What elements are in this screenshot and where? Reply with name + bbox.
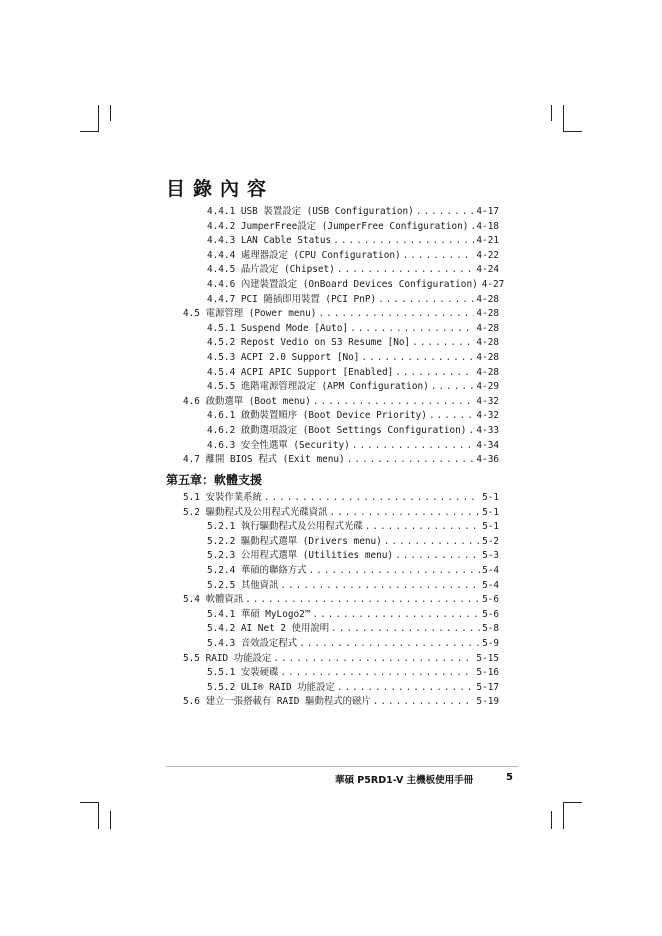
toc-entry-title: 4.4.1 USB 裝置設定 (USB Configuration) xyxy=(207,206,414,217)
toc-entry xyxy=(207,439,499,453)
toc-entry-page: 5-15 xyxy=(476,652,499,664)
toc-entry-title: 4.4.6 內建裝置設定 (OnBoard Devices Configuration) xyxy=(207,279,478,290)
crop-mark xyxy=(110,105,111,121)
toc-entry-title: 5.5.2 ULI® RAID 功能設定 xyxy=(207,681,335,693)
toc-entry-page: 5-6 xyxy=(482,608,499,620)
toc-entry-title: 5.2.2 驅動程式選單 (Drivers menu) xyxy=(207,535,382,547)
toc-leader-dots xyxy=(245,593,480,607)
toc-entry xyxy=(207,293,499,307)
footer-title: 華碩 P5RD1-V 主機板使用手冊 xyxy=(335,775,474,786)
toc-entry-title: 5.5 RAID 功能設定 xyxy=(183,652,272,664)
toc-leader-dots xyxy=(378,293,474,307)
toc-entry-page: 5-9 xyxy=(482,638,499,649)
toc-entry-page: 4-28 xyxy=(476,352,499,363)
toc-entry xyxy=(207,220,499,234)
toc-entry-page: 5-2 xyxy=(482,535,499,547)
toc-leader-dots xyxy=(403,249,475,263)
toc-entry xyxy=(207,278,505,292)
toc-entry-title: 5.6 建立一張搭載有 RAID 驅動程式的磁片 xyxy=(183,696,371,708)
crop-mark xyxy=(563,105,564,132)
toc-entry xyxy=(207,409,499,423)
footer-divider xyxy=(166,766,518,767)
toc-entry xyxy=(183,506,499,520)
toc-leader-dots xyxy=(395,549,480,563)
toc-entry-title: 5.5.1 安裝硬碟 xyxy=(207,667,279,679)
toc-entry-title: 4.5.2 Repost Vedio on S3 Resume [No] xyxy=(207,337,411,349)
toc-leader-dots xyxy=(365,520,480,534)
toc-entry-title: 4.7 離開 BIOS 程式 (Exit menu) xyxy=(183,454,345,466)
toc-entry xyxy=(207,535,499,549)
toc-entry xyxy=(207,263,499,277)
toc-leader-dots xyxy=(352,439,475,453)
crop-mark xyxy=(563,802,564,829)
toc-entry xyxy=(183,395,499,409)
toc-entry-title: 4.4.7 PCI 隨插即用裝置 (PCI PnP) xyxy=(207,293,377,305)
toc-entry-title: 4.5.4 ACPI APIC Support [Enabled] xyxy=(207,366,394,378)
crop-mark xyxy=(80,802,99,803)
toc-entry-page: 5-4 xyxy=(482,579,499,591)
toc-entry-title: 5.2.1 執行驅動程式及公用程式光碟 xyxy=(207,521,363,533)
toc-entry xyxy=(183,593,499,607)
toc-entry-page: 5-8 xyxy=(482,623,499,635)
toc-entry-page: 5-17 xyxy=(476,681,499,693)
toc-entry xyxy=(207,249,499,263)
toc-leader-dots xyxy=(309,564,481,578)
toc-entry-title: 4.4.5 晶片設定 (Chipset) xyxy=(207,264,335,276)
toc-entry-page: 5-16 xyxy=(476,667,499,679)
toc-entry xyxy=(183,491,499,505)
toc-entry xyxy=(207,622,499,636)
toc-entry-page: 4-32 xyxy=(476,410,499,422)
page-number: 5 xyxy=(506,772,513,783)
toc-entry-title: 5.4.3 音效設定程式 xyxy=(207,638,298,649)
toc-entry-page: 4-18 xyxy=(476,220,499,232)
toc-leader-dots xyxy=(416,205,475,219)
chapter-heading: 第五章：軟體支援 xyxy=(166,473,263,487)
toc-entry xyxy=(207,424,499,438)
toc-entry-page: 4-28 xyxy=(476,366,499,378)
toc-entry-page: 4-28 xyxy=(476,293,499,305)
crop-mark xyxy=(110,811,111,829)
toc-entry-title: 5.4.2 AI Net 2 使用說明 xyxy=(207,623,330,635)
toc-entry-page: 4-32 xyxy=(476,395,499,407)
toc-entry xyxy=(207,564,499,578)
toc-entry-title: 4.5.1 Suspend Mode [Auto] xyxy=(207,322,349,334)
toc-leader-dots xyxy=(373,695,475,709)
toc-entry xyxy=(207,549,499,563)
toc-entry-page: 4-21 xyxy=(476,235,499,247)
toc-entry-page: 5-4 xyxy=(482,565,499,576)
toc-entry xyxy=(183,307,499,321)
toc-leader-dots xyxy=(280,666,474,680)
toc-leader-dots xyxy=(331,622,480,636)
toc-leader-dots xyxy=(299,637,480,651)
crop-mark xyxy=(551,105,552,121)
toc-leader-dots xyxy=(318,307,474,321)
toc-entry-page: 4-34 xyxy=(476,439,499,451)
toc-leader-dots xyxy=(350,322,474,336)
toc-entry-title: 5.2.5 其他資訊 xyxy=(207,579,279,591)
toc-entry xyxy=(207,351,499,365)
toc-entry-page: 5-1 xyxy=(482,506,499,518)
toc-leader-dots xyxy=(412,336,474,350)
toc-entry-page: 5-1 xyxy=(482,521,499,533)
toc-entry xyxy=(207,666,499,680)
toc-entry-page: 5-1 xyxy=(482,492,499,503)
toc-entry-page: 4-17 xyxy=(476,206,499,217)
toc-entry-page: 4-22 xyxy=(476,249,499,261)
toc-entry-title: 4.4.4 處理器設定 (CPU Configuration) xyxy=(207,249,401,261)
toc-leader-dots xyxy=(313,395,475,409)
toc-entry-title: 4.4.2 JumperFree設定 (JumperFree Configuration) xyxy=(207,220,469,232)
toc-entry-title: 5.2.4 華碩的聯絡方式 xyxy=(207,565,307,576)
toc-entry-title: 4.6.2 啟動選項設定 (Boot Settings Configuration) xyxy=(207,425,467,436)
toc-entry-title: 4.4.3 LAN Cable Status xyxy=(207,235,332,247)
crop-mark xyxy=(98,105,99,132)
crop-mark xyxy=(551,811,552,829)
toc-entry xyxy=(207,608,499,622)
crop-mark xyxy=(80,131,99,132)
toc-entry xyxy=(207,579,499,593)
toc-entry-title: 4.5.5 進階電源管理設定 (APM Configuration) xyxy=(207,381,429,393)
toc-entry-page: 4-28 xyxy=(476,337,499,349)
toc-entry xyxy=(207,205,499,219)
toc-leader-dots xyxy=(347,453,475,467)
toc-entry-title: 5.4 軟體資訊 xyxy=(183,594,244,606)
toc-entry xyxy=(183,652,499,666)
toc-entry-title: 5.2.3 公用程式選單 (Utilities menu) xyxy=(207,550,394,562)
toc-leader-dots xyxy=(273,652,474,666)
crop-mark xyxy=(563,131,582,132)
crop-mark xyxy=(98,802,99,829)
toc-entry xyxy=(207,637,499,651)
toc-entry xyxy=(207,520,499,534)
toc-leader-dots xyxy=(337,263,475,277)
toc-entry-page: 4-28 xyxy=(476,322,499,334)
toc-entry-title: 4.5.3 ACPI 2.0 Support [No] xyxy=(207,352,360,363)
toc-entry xyxy=(207,681,499,695)
toc-entry xyxy=(183,695,499,709)
toc-leader-dots xyxy=(431,380,475,394)
toc-entry-title: 5.1 安裝作業系統 xyxy=(183,492,262,503)
toc-entry-page: 4-24 xyxy=(476,264,499,276)
toc-leader-dots xyxy=(337,681,475,695)
toc-leader-dots xyxy=(384,535,480,549)
toc-entry-title: 4.6.3 安全性選單 (Security) xyxy=(207,439,350,451)
toc-entry xyxy=(207,322,499,336)
toc-leader-dots xyxy=(280,579,480,593)
toc-entry-page: 5-19 xyxy=(476,696,499,708)
toc-leader-dots xyxy=(429,409,474,423)
toc-entry xyxy=(207,380,499,394)
toc-entry xyxy=(183,453,499,467)
toc-entry-page: 4-36 xyxy=(476,454,499,466)
toc-entry-page: 5-6 xyxy=(482,594,499,606)
toc-entry xyxy=(207,366,499,380)
toc-entry-page: 4-27 xyxy=(481,279,505,290)
toc-entry-page: 4-29 xyxy=(476,381,499,393)
toc-entry-title: 5.4.1 華碩 MyLogo2™ xyxy=(207,608,311,620)
toc-entry-page: 5-3 xyxy=(482,550,499,562)
toc-leader-dots xyxy=(264,491,480,505)
toc-entry xyxy=(207,336,499,350)
toc-leader-dots xyxy=(470,220,474,234)
toc-entry-title: 4.6 啟動選單 (Boot menu) xyxy=(183,395,311,407)
toc-leader-dots xyxy=(333,234,474,248)
toc-leader-dots xyxy=(361,351,474,365)
toc-leader-dots xyxy=(312,608,480,622)
page-title: 目錄內容 xyxy=(166,178,275,200)
toc-entry-title: 4.6.1 啟動裝置順序 (Boot Device Priority) xyxy=(207,410,427,422)
toc-entry-page: 4-28 xyxy=(476,308,499,320)
toc-entry-title: 5.2 驅動程式及公用程式光碟資訊 xyxy=(183,506,328,518)
toc-leader-dots xyxy=(329,506,480,520)
crop-mark xyxy=(563,802,582,803)
toc-leader-dots xyxy=(468,424,474,438)
toc-entry xyxy=(207,234,499,248)
toc-entry-title: 4.5 電源管理 (Power menu) xyxy=(183,308,317,320)
toc-leader-dots xyxy=(395,366,474,380)
toc-entry-page: 4-33 xyxy=(476,425,499,436)
